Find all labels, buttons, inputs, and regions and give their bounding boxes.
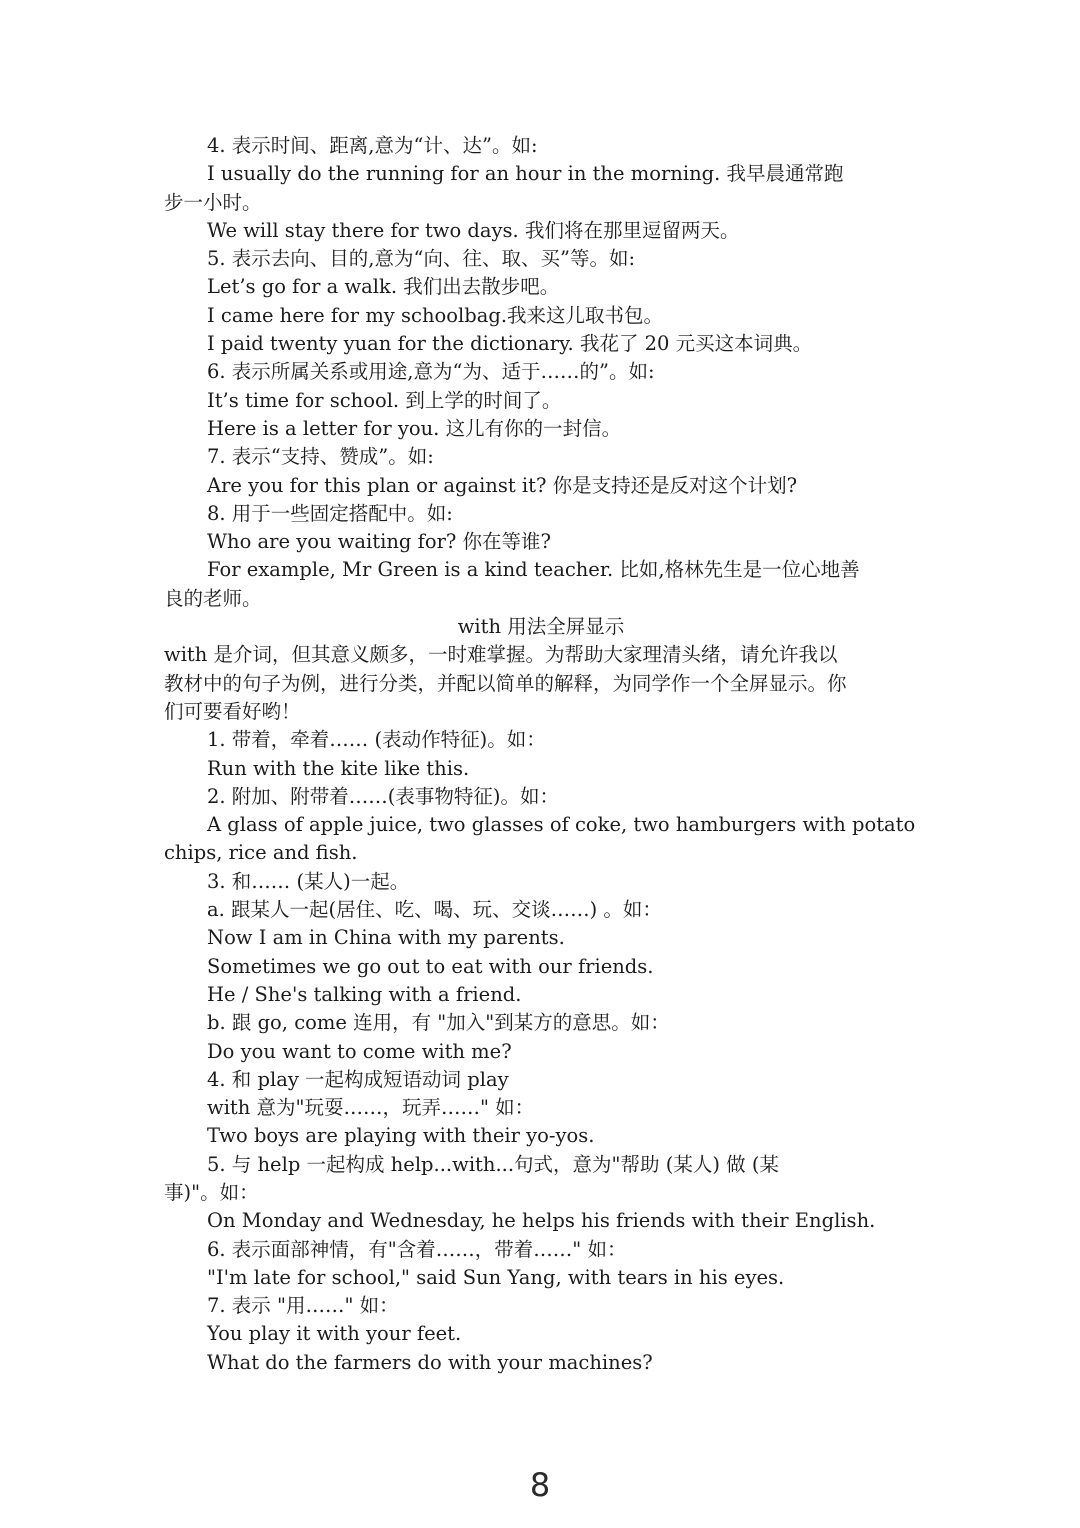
for-example-line-continued: 良的老师。 (164, 586, 262, 610)
with-example-line: Do you want to come with me? (207, 1039, 512, 1063)
with-example-line: What do the farmers do with your machines? (207, 1350, 653, 1374)
with-rule-4: 4. 和 play 一起构成短语动词 play (207, 1067, 509, 1091)
with-example-line: Run with the kite like this. (207, 756, 470, 780)
for-example-line: Let’s go for a walk. 我们出去散步吧。 (207, 275, 560, 299)
for-example-line-continued: 步一小时。 (164, 190, 262, 214)
with-rule-5-continued: 事)"。如： (164, 1180, 259, 1204)
with-rule-6: 6. 表示面部神情，有"含着……，带着……" 如： (207, 1237, 627, 1261)
for-rule-4: 4. 表示时间、距离,意为“计、达”。如: (207, 134, 538, 157)
with-example-line: On Monday and Wednesday, he helps his friends with their English. (207, 1209, 876, 1233)
for-example-line: Who are you waiting for? 你在等谁? (207, 530, 551, 554)
for-example-line: Here is a letter for you. 这儿有你的一封信。 (207, 416, 622, 440)
with-rule-2: 2. 附加、附带着……(表事物特征)。如： (207, 784, 560, 808)
document-body (164, 132, 918, 1377)
with-subrule-b: b. 跟 go, come 连用，有 "加入"到某方的意思。如： (207, 1011, 670, 1035)
with-rule-3: 3. 和…… (某人)一起。 (207, 869, 410, 893)
with-example-line: Now I am in China with my parents. (207, 926, 565, 950)
for-rule-6: 6. 表示所属关系或用途,意为“为、适于……的”。如: (207, 360, 655, 384)
for-rule-7: 7. 表示“支持、赞成”。如: (207, 445, 434, 469)
section-heading: with 用法全屏显示 (457, 615, 625, 639)
for-rule-5: 5. 表示去向、目的,意为“向、往、取、买”等。如: (207, 247, 636, 271)
with-example-line: Sometimes we go out to eat with our friends. (207, 954, 654, 978)
with-example-line: Two boys are playing with their yo-yos. (207, 1124, 595, 1148)
with-example-line-continued: chips, rice and fish. (164, 841, 358, 865)
for-example-line: For example, Mr Green is a kind teacher. 比如,格林先生是一位心地善 (207, 558, 860, 582)
for-rule-8: 8. 用于一些固定搭配中。如: (207, 501, 453, 525)
for-example-line: I came here for my schoolbag.我来这儿取书包。 (207, 303, 664, 327)
with-rule-4-continued: with 意为"玩耍……，玩弄……" 如： (207, 1096, 535, 1120)
with-rule-7: 7. 表示 "用……" 如： (207, 1294, 399, 1318)
intro-line: with 是介词，但其意义颇多，一时难掌握。为帮助大家理清头绪，请允许我以 (164, 643, 838, 667)
for-example-line: I usually do the running for an hour in the morning. 我早晨通常跑 (207, 162, 844, 186)
intro-line: 教材中的句子为例，进行分类，并配以简单的解释，为同学作一个全屏显示。你 (164, 671, 847, 695)
with-example-line: You play it with your feet. (207, 1322, 462, 1346)
for-example-line: Are you for this plan or against it? 你是支持还是反对这个计划? (207, 473, 798, 497)
intro-line: 们可要看好哟！ (164, 699, 301, 723)
with-example-line: "I'm late for school," said Sun Yang, with tears in his eyes. (207, 1265, 785, 1289)
for-example-line: I paid twenty yuan for the dictionary. 我花了 20 元买这本词典。 (207, 332, 813, 356)
with-rule-5: 5. 与 help 一起构成 help...with...句式，意为"帮助 (某人) 做 (某 (207, 1152, 779, 1176)
with-subrule-a: a. 跟某人一起(居住、吃、喝、玩、交谈……) 。如： (207, 898, 662, 922)
with-rule-1: 1. 带着，牵着…… (表动作特征)。如： (207, 728, 546, 752)
for-example-line: It’s time for school. 到上学的时间了。 (207, 388, 562, 412)
page-number: 8 (529, 1466, 551, 1504)
for-example-line: We will stay there for two days. 我们将在那里逗留两天。 (207, 218, 740, 242)
with-example-line: He / She's talking with a friend. (207, 982, 522, 1006)
with-example-line: A glass of apple juice, two glasses of coke, two hamburgers with potato (207, 813, 916, 837)
